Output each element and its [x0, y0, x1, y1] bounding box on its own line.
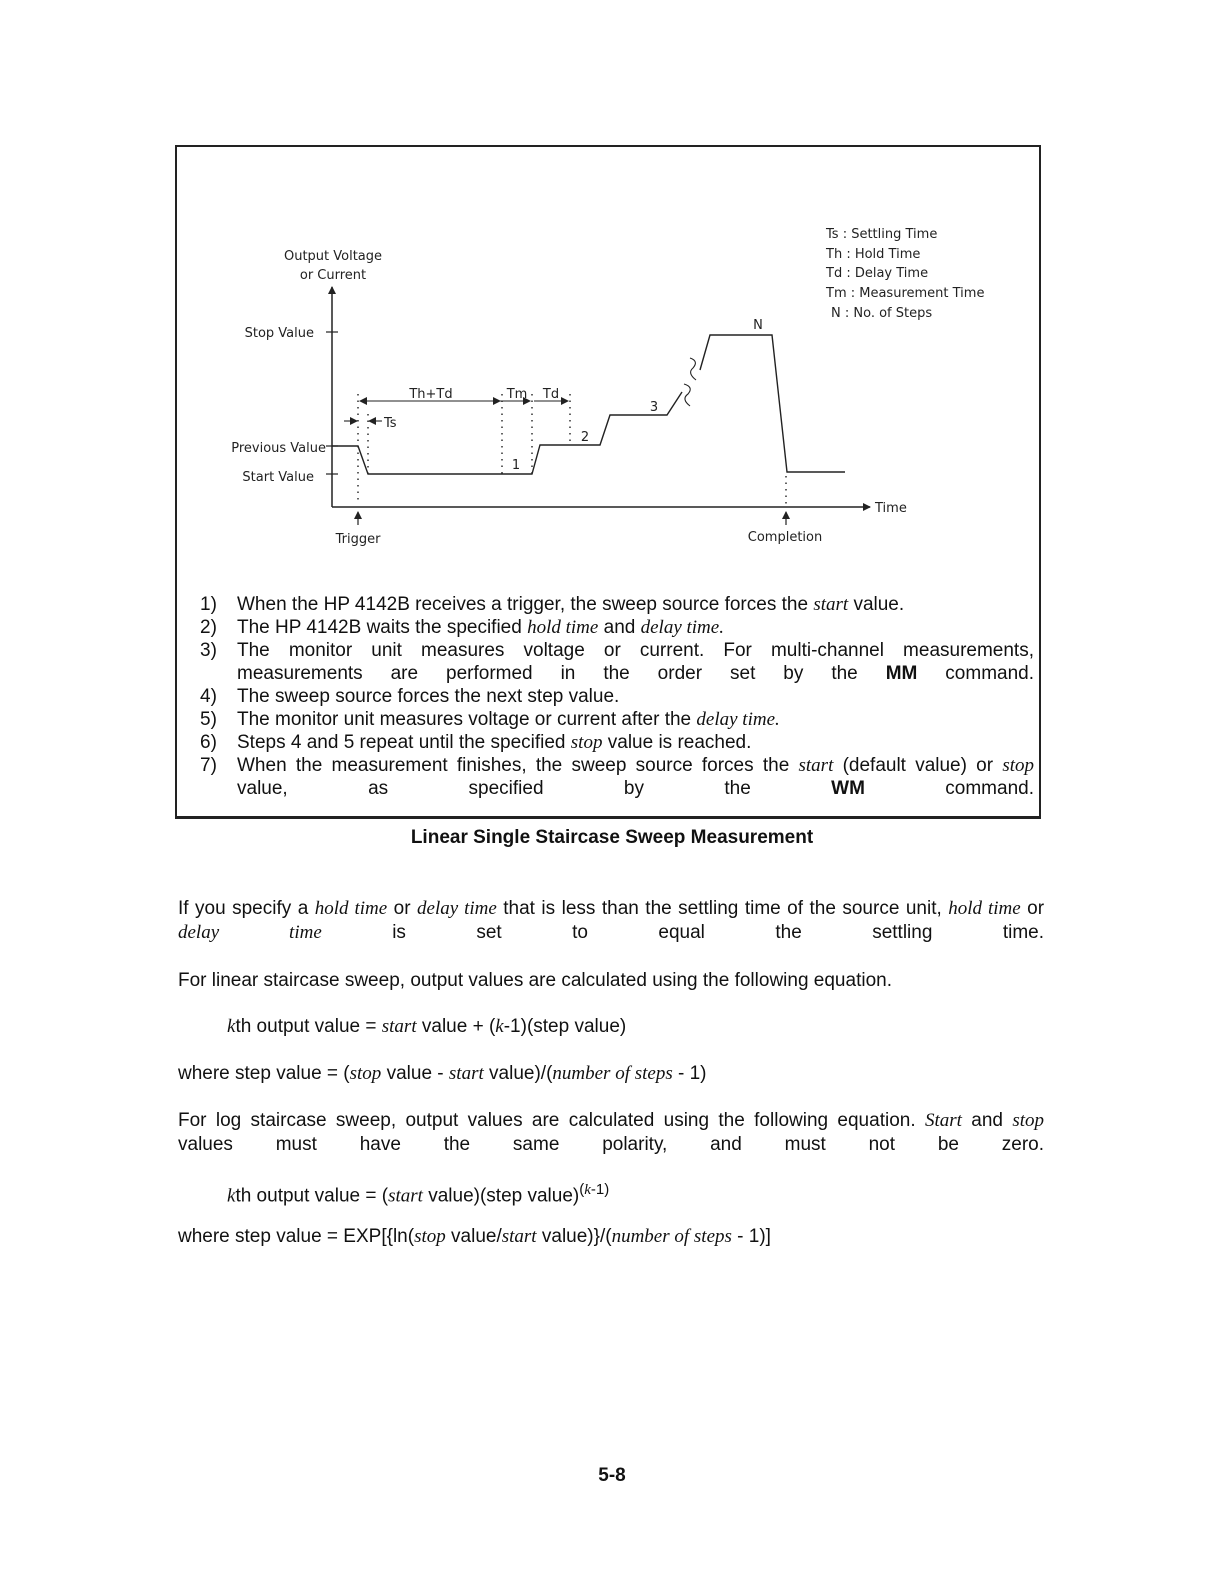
legend-delay-time: Td : Delay Time: [826, 266, 929, 281]
y-axis-title-line1: Output Voltage: [283, 249, 383, 264]
trigger-label: Trigger: [335, 532, 381, 547]
y-axis-title-line2: or Current: [299, 268, 367, 283]
procedure-step: 7) When the measurement finishes, the sweep source forces the start (default value) or stop value, as specified by the WM command.: [200, 755, 1034, 799]
time-label: Time: [875, 501, 907, 516]
start-value-label: Start Value: [242, 470, 314, 485]
procedure-step: 1) When the HP 4142B receives a trigger, the sweep source forces the start value.: [200, 594, 905, 615]
procedure-step: 4) The sweep source forces the next step value.: [200, 686, 620, 707]
paragraph-log-intro: For log staircase sweep, output values are calculated using the following equation. Start and stop values must have the same polarity, and must not be zero.: [178, 1110, 1045, 1155]
paragraph-hold-delay: If you specify a hold time or delay time that is less than the settling time of the source unit, hold time or delay time is set to equal the settling time.: [178, 898, 1045, 943]
ts-label: Ts: [384, 416, 397, 431]
sweep-waveform-tail: [700, 335, 845, 472]
procedure-step: 3) The monitor unit measures voltage or current. For multi-channel measurements, measurements are performed in the order set by the MM command.: [200, 640, 1034, 684]
paragraph-linear-step: where step value = (stop value - start value)/(number of steps - 1): [178, 1063, 707, 1084]
previous-value-label: Previous Value: [231, 441, 326, 456]
step-3-label: 3: [649, 400, 659, 415]
procedure-step: 2) The HP 4142B waits the specified hold time and delay time.: [200, 617, 724, 638]
tm-label: Tm: [506, 387, 528, 402]
step-2-label: 2: [580, 430, 590, 445]
step-n-label: N: [753, 318, 763, 333]
equation-log: kth output value = (start value)(step value)$^{(k-1)}$: [227, 1181, 610, 1207]
th-td-label: Th+Td: [409, 387, 453, 402]
completion-label: Completion: [747, 530, 823, 545]
staircase-sweep-diagram: [177, 147, 1043, 587]
stop-value-label: Stop Value: [244, 326, 314, 341]
td-label: Td: [542, 387, 560, 402]
axis-break-mark: [690, 358, 696, 380]
axis-break-mark: [684, 384, 690, 406]
paragraph-log-step: where step value = EXP[{ln(stop value/start value)}/(number of steps - 1)]: [178, 1226, 771, 1247]
legend-measurement-time: Tm : Measurement Time: [826, 286, 985, 301]
step-1-label: 1: [511, 458, 521, 473]
equation-linear: kth output value = start value + (k-1)(step value): [227, 1016, 627, 1037]
procedure-step: 5) The monitor unit measures voltage or current after the delay time.: [200, 709, 780, 730]
legend-hold-time: Th : Hold Time: [826, 247, 921, 262]
procedure-step: 6) Steps 4 and 5 repeat until the specified stop value is reached.: [200, 732, 752, 753]
sweep-waveform: [332, 392, 682, 474]
page-number: 5-8: [598, 1465, 626, 1486]
procedure-steps: [200, 593, 1034, 800]
legend-settling-time: Ts : Settling Time: [826, 227, 938, 242]
figure-caption: Linear Single Staircase Sweep Measurement: [410, 827, 814, 848]
paragraph-linear-intro: For linear staircase sweep, output values are calculated using the following equation.: [178, 970, 892, 991]
legend-no-of-steps: N : No. of Steps: [831, 306, 933, 321]
